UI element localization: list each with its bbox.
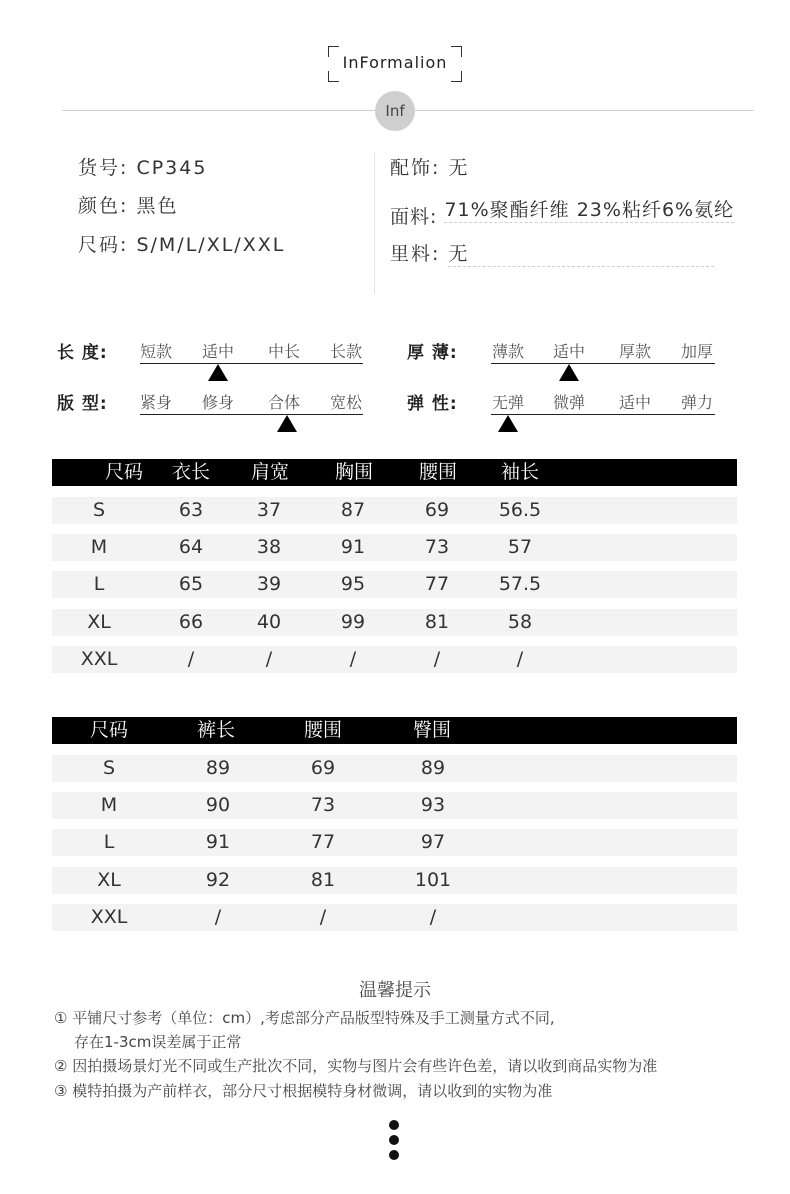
notes-title: 温馨提示	[359, 980, 431, 1001]
table-cell: 63	[178, 499, 204, 521]
brand-frame	[328, 46, 462, 82]
note-line: 存在1-3cm误差属于正常	[74, 1033, 242, 1051]
column-header: 腰围	[303, 719, 342, 741]
table-cell: 81	[310, 869, 336, 891]
column-header: 腰围	[418, 461, 457, 483]
scale-option: 合体	[268, 393, 301, 412]
scale-option: 中长	[268, 342, 301, 361]
info-value: 无	[448, 157, 470, 179]
info-badge: Inf	[375, 91, 415, 131]
scale-option: 无弹	[492, 393, 525, 412]
dot-icon	[389, 1150, 399, 1160]
info-item-fabric	[390, 195, 734, 229]
note-line: ③ 模特拍摄为产前样衣，部分尺寸根据模特身材微调，请以收到的实物为准	[54, 1082, 553, 1100]
table-cell: /	[319, 906, 327, 928]
table-row	[52, 904, 737, 931]
table-cell: 73	[424, 536, 450, 558]
scale-marker-icon	[559, 364, 579, 381]
table-row	[52, 646, 737, 673]
info-item-lining	[390, 239, 714, 267]
scale-marker-icon	[498, 415, 518, 432]
scale-label-length: 长 度:	[57, 343, 108, 363]
table-cell: 73	[310, 794, 336, 816]
top-table-header	[52, 459, 737, 486]
table-cell: XL	[87, 611, 111, 633]
info-label: 配饰:	[390, 157, 441, 179]
info-label: 面料:	[390, 206, 438, 228]
brand-title: InFormalion	[342, 53, 448, 72]
info-value: 黑色	[136, 195, 179, 217]
scale-option: 适中	[202, 342, 235, 361]
table-row	[52, 534, 737, 561]
table-row	[52, 829, 737, 856]
scale-label-thickness: 厚 薄:	[407, 343, 458, 363]
table-cell: 66	[178, 611, 204, 633]
table-cell: /	[349, 648, 357, 670]
note-line: ① 平铺尺寸参考（单位：cm）,考虑部分产品版型特殊及手工测量方式不同,	[54, 1009, 555, 1027]
info-value: 无	[448, 239, 714, 267]
info-value: S/M/L/XL/XXL	[136, 234, 286, 256]
table-cell: 91	[340, 536, 366, 558]
table-cell: 92	[205, 869, 231, 891]
table-cell: 91	[205, 831, 231, 853]
table-cell: S	[102, 757, 116, 779]
table-cell: /	[265, 648, 273, 670]
table-cell: 95	[340, 573, 366, 595]
table-cell: /	[187, 648, 195, 670]
table-cell: XL	[97, 869, 121, 891]
table-cell: /	[429, 906, 437, 928]
table-cell: /	[516, 648, 524, 670]
column-header: 衣长	[171, 461, 210, 483]
scale-option: 宽松	[330, 393, 363, 412]
table-row	[52, 571, 737, 598]
scale-option: 厚款	[619, 342, 652, 361]
table-cell: 90	[205, 794, 231, 816]
info-value: CP345	[136, 157, 208, 179]
table-cell: M	[100, 794, 118, 816]
scale-option: 长款	[330, 342, 363, 361]
table-cell: 58	[507, 611, 533, 633]
scale-option: 微弹	[553, 393, 586, 412]
info-label: 货号:	[78, 157, 129, 179]
table-cell: 93	[420, 794, 446, 816]
table-row	[52, 867, 737, 894]
dot-icon	[389, 1120, 399, 1130]
table-row	[52, 497, 737, 524]
scale-label-elasticity: 弹 性:	[407, 394, 458, 414]
info-label: 颜色:	[78, 195, 129, 217]
scale-option: 适中	[553, 342, 586, 361]
table-cell: /	[214, 906, 222, 928]
column-header: 臀围	[412, 719, 451, 741]
column-header: 裤长	[196, 719, 235, 741]
scale-marker-icon	[277, 415, 297, 432]
dot-icon	[389, 1135, 399, 1145]
info-item-accessory	[390, 153, 469, 180]
scale-line	[140, 363, 363, 364]
scale-option: 加厚	[681, 342, 714, 361]
bottom-table-header	[52, 717, 737, 744]
table-cell: 77	[424, 573, 450, 595]
column-header: 袖长	[500, 461, 539, 483]
table-cell: 37	[256, 499, 282, 521]
table-cell: L	[103, 831, 115, 853]
scale-option: 适中	[619, 393, 652, 412]
table-cell: XXL	[80, 648, 118, 670]
table-cell: 40	[256, 611, 282, 633]
scale-line	[140, 414, 363, 415]
table-cell: /	[433, 648, 441, 670]
scale-label-fit: 版 型:	[57, 394, 108, 414]
table-cell: 77	[310, 831, 336, 853]
table-cell: 99	[340, 611, 366, 633]
table-cell: 97	[420, 831, 446, 853]
info-divider	[374, 152, 375, 294]
table-cell: 39	[256, 573, 282, 595]
table-cell: 57	[507, 536, 533, 558]
column-header: 肩宽	[250, 461, 289, 483]
scale-line	[491, 363, 715, 364]
table-cell: S	[92, 499, 106, 521]
column-header: 胸围	[334, 461, 373, 483]
table-row	[52, 609, 737, 636]
table-cell: 87	[340, 499, 366, 521]
info-label: 里料:	[390, 243, 441, 265]
table-row	[52, 755, 737, 782]
note-line: ② 因拍摄场景灯光不同或生产批次不同，实物与图片会有些许色差，请以收到商品实物为准	[54, 1057, 658, 1075]
scale-option: 弹力	[681, 393, 714, 412]
table-cell: 57.5	[498, 573, 542, 595]
table-cell: 101	[414, 869, 452, 891]
table-cell: L	[93, 573, 105, 595]
scale-option: 薄款	[492, 342, 525, 361]
info-item-size	[78, 230, 285, 257]
scale-option: 修身	[202, 393, 235, 412]
info-item-sku	[78, 153, 207, 180]
table-cell: 64	[178, 536, 204, 558]
column-header: 尺码	[104, 461, 143, 483]
scale-option: 紧身	[140, 393, 173, 412]
table-cell: 89	[205, 757, 231, 779]
table-cell: 38	[256, 536, 282, 558]
scale-line	[491, 414, 715, 415]
table-cell: XXL	[90, 906, 128, 928]
scale-marker-icon	[208, 364, 228, 381]
column-header: 尺码	[89, 719, 128, 741]
table-row	[52, 792, 737, 819]
info-label: 尺码:	[78, 234, 129, 256]
table-cell: 89	[420, 757, 446, 779]
table-cell: 69	[424, 499, 450, 521]
info-item-color	[78, 191, 178, 218]
scale-option: 短款	[140, 342, 173, 361]
info-value: 71%聚酯纤维 23%粘纤6%氨纶	[444, 195, 734, 223]
table-cell: 69	[310, 757, 336, 779]
table-cell: 65	[178, 573, 204, 595]
table-cell: M	[90, 536, 108, 558]
table-cell: 56.5	[498, 499, 542, 521]
table-cell: 81	[424, 611, 450, 633]
